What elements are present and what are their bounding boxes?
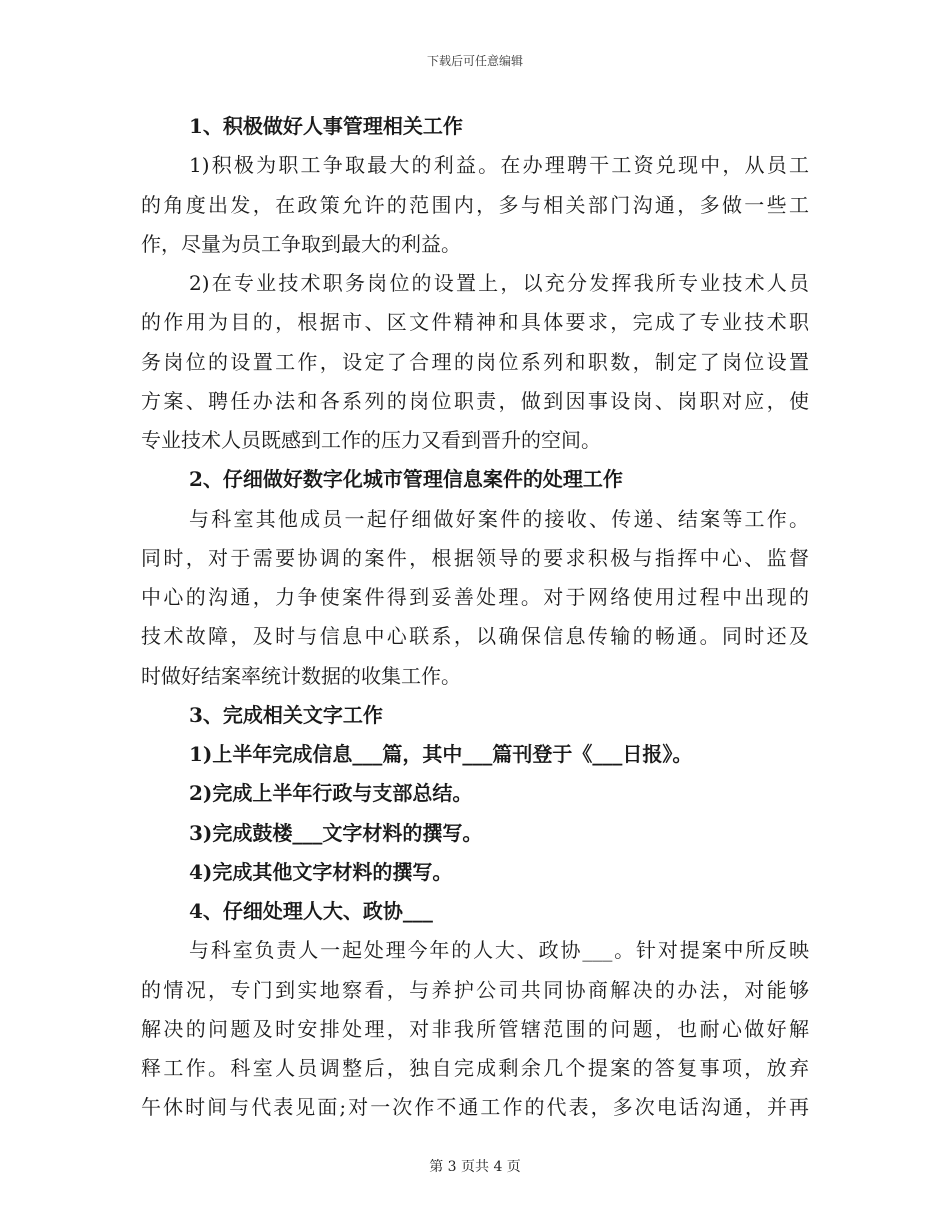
section-heading: 4、仔细处理人大、政协___ <box>189 899 433 923</box>
paragraph-line: 务岗位的设置工作，设定了合理的岗位系列和职数，制定了岗位设置 <box>141 349 809 374</box>
section-heading: 3、完成相关文字工作 <box>189 702 383 727</box>
paragraph-line: 的情况，专门到实地察看，与养护公司共同协商解决的办法，对能够 <box>141 977 809 1002</box>
paragraph-line: 与科室负责人一起处理今年的人大、政协___。针对提案中所反映 <box>189 938 809 963</box>
paragraph-line: 午休时间与代表见面;对一次作不通工作的代表，多次电话沟通，并再 <box>141 1095 809 1120</box>
list-item: 1)上半年完成信息___篇，其中___篇刊登于《___日报》。 <box>189 742 693 766</box>
paragraph-line: 与科室其他成员一起仔细做好案件的接收、传递、结案等工作。 <box>189 506 809 531</box>
paragraph-line: 时做好结案率统计数据的收集工作。 <box>141 663 461 688</box>
page-header-note: 下载后可任意编辑 <box>426 54 523 68</box>
paragraph-line: 专业技术人员既感到工作的压力又看到晋升的空间。 <box>141 428 601 452</box>
list-item: 2)完成上半年行政与支部总结。 <box>189 781 473 806</box>
paragraph-line: 的作用为目的，根据市、区文件精神和具体要求，完成了专业技术职 <box>141 310 809 335</box>
paragraph-line: 1)积极为职工争取最大的利益。在办理聘干工资兑现中，从员工 <box>189 153 809 178</box>
paragraph-line: 技术故障，及时与信息中心联系，以确保信息传输的畅通。同时还及 <box>141 624 809 649</box>
section-heading: 1、积极做好人事管理相关工作 <box>189 114 463 138</box>
document-body <box>141 107 809 1128</box>
paragraph-line: 解决的问题及时安排处理，对非我所管辖范围的问题，也耐心做好解 <box>141 1016 809 1041</box>
section-heading: 2、仔细做好数字化城市管理信息案件的处理工作 <box>189 467 623 492</box>
paragraph-line: 作，尽量为员工争取到最大的利益。 <box>141 231 461 256</box>
list-item: 3)完成鼓楼___文字材料的撰写。 <box>189 820 483 845</box>
paragraph-line: 2)在专业技术职务岗位的设置上，以充分发挥我所专业技术人员 <box>189 271 809 295</box>
paragraph-line: 的角度出发，在政策允许的范围内，多与相关部门沟通，多做一些工 <box>141 192 809 217</box>
list-item: 4)完成其他文字材料的撰写。 <box>189 859 453 884</box>
paragraph-line: 方案、聘任办法和各系列的岗位职责，做到因事设岗、岗职对应，使 <box>141 388 809 413</box>
paragraph-line: 中心的沟通，力争使案件得到妥善处理。对于网络使用过程中出现的 <box>141 585 809 609</box>
page-footer-number: 第 3 页共 4 页 <box>429 1159 521 1175</box>
paragraph-line: 释工作。科室人员调整后，独自完成剩余几个提案的答复事项，放弃 <box>141 1056 809 1080</box>
paragraph-line: 同时，对于需要协调的案件，根据领导的要求积极与指挥中心、监督 <box>141 545 809 570</box>
